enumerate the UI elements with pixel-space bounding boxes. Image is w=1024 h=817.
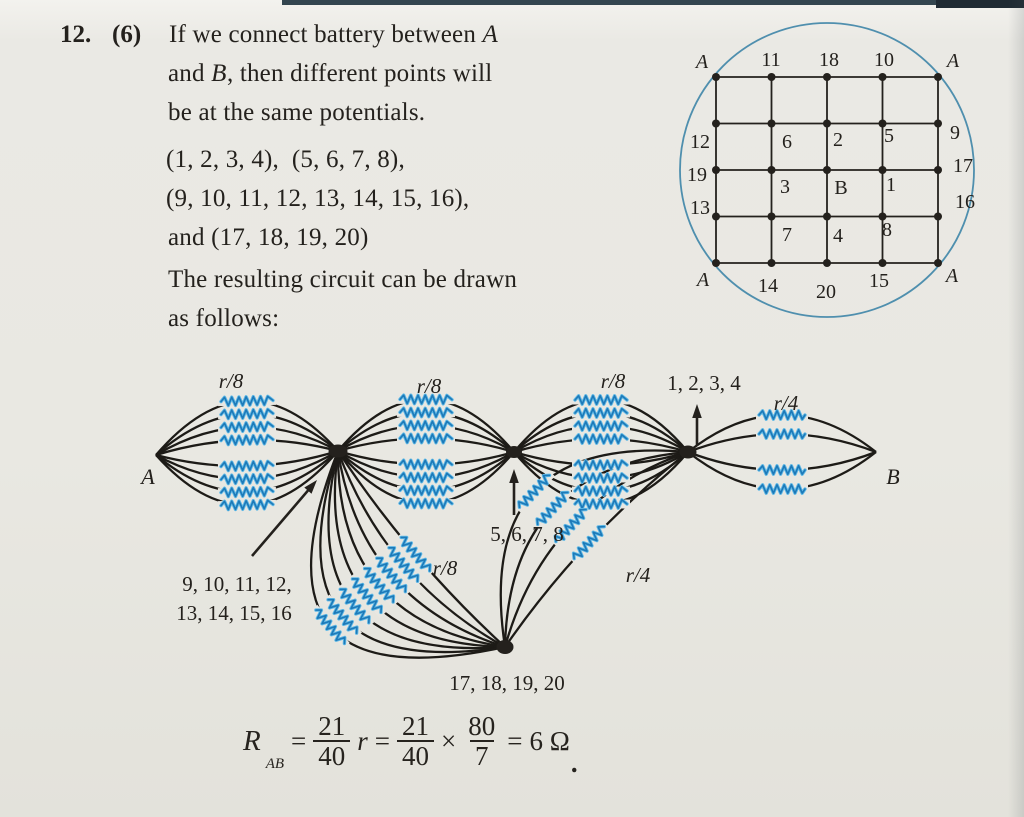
grid-node-dot <box>712 120 720 128</box>
arrow-head <box>509 469 519 483</box>
resistance-label-r8: r/8 <box>600 369 626 393</box>
grid-node-dot <box>823 120 831 128</box>
junction-dot <box>506 446 522 458</box>
grid-node-dot <box>934 166 942 174</box>
formula-result: 6 Ω <box>529 725 570 756</box>
problem-line-4: (1, 2, 3, 4), (5, 6, 7, 8), <box>166 146 405 173</box>
resistance-label-r4: r/4 <box>773 391 799 415</box>
grid-node-dot <box>823 259 831 267</box>
junction-label-1234: 1, 2, 3, 4 <box>667 371 741 395</box>
resistance-label-r4: r/4 <box>625 563 651 587</box>
grid-node-label: 5 <box>884 125 894 147</box>
grid-corner-label: A <box>945 265 959 287</box>
sentence-period: . <box>570 747 578 778</box>
grid-node-label: 4 <box>833 225 843 247</box>
grid-node-dot <box>934 73 942 81</box>
grid-node-dot <box>768 120 776 128</box>
arrow-head <box>692 404 702 418</box>
equals-sign: = <box>374 725 391 756</box>
grid-corner-label: A <box>696 269 710 291</box>
resistance-label-r8: r/8 <box>432 556 458 580</box>
grid-node-dot <box>768 259 776 267</box>
grid-node-label: 1 <box>886 174 896 196</box>
resistance-label-r8: r/8 <box>218 369 244 393</box>
line2-post: , then different points will <box>226 60 493 87</box>
problem-number: 12. <box>60 21 92 48</box>
grid-node-label: 18 <box>819 49 839 71</box>
grid-node-label: 12 <box>690 131 710 153</box>
equals-sign: = <box>291 725 307 756</box>
fraction-21-40: $\frac{21}{40}$ <box>313 712 350 771</box>
grid-node-label: 10 <box>874 49 894 71</box>
grid-node-dot <box>768 73 776 81</box>
junction-label-9-16: 9, 10, 11, 12, <box>182 572 292 596</box>
grid-corner-label: A <box>695 51 709 73</box>
resistance-symbol: R <box>243 724 261 757</box>
grid-node-dot <box>823 166 831 174</box>
terminal-b-label: B <box>886 464 900 489</box>
resistance-subscript: AB <box>265 755 285 772</box>
grid-node-dot <box>879 259 887 267</box>
grid-node-label: 11 <box>761 49 781 71</box>
grid-node-dot <box>712 259 720 267</box>
problem-part-label: (6) <box>112 21 142 48</box>
problem-line-3: be at the same potentials. <box>168 99 426 126</box>
resistance-variable: r <box>357 725 368 756</box>
grid-node-label: 2 <box>833 129 843 151</box>
grid-node-label-B: B <box>834 177 848 199</box>
fraction-21-40: $\frac{21}{40}$ <box>397 712 434 771</box>
junction-label-9-16: 13, 14, 15, 16 <box>176 601 292 625</box>
grid-node-dot <box>712 73 720 81</box>
grid-node-label: 8 <box>882 219 892 241</box>
grid-node-label: 3 <box>780 176 790 198</box>
junction-label-5678: 5, 6, 7, 8 <box>490 522 564 546</box>
junction-dot <box>329 445 348 458</box>
grid-node-label: 9 <box>950 122 960 144</box>
grid-node-dot <box>879 166 887 174</box>
grid-node-dot <box>712 166 720 174</box>
multiply-sign: × <box>441 725 457 756</box>
grid-node-dot <box>768 213 776 221</box>
junction-label-17-20: 17, 18, 19, 20 <box>449 671 565 695</box>
grid-node-label: 13 <box>690 197 710 219</box>
grid-node-label: 19 <box>687 164 707 186</box>
line1-text: If we connect battery between <box>169 21 483 48</box>
problem-line-6: and (17, 18, 19, 20) <box>168 224 369 251</box>
grid-node-label: 14 <box>758 275 778 297</box>
grid-node-dot <box>934 259 942 267</box>
fraction-80-7: $\frac{80}{7}$ <box>468 711 496 772</box>
terminal-a-var: A <box>482 21 499 48</box>
junction-dot <box>497 640 514 654</box>
grid-node-dot <box>879 73 887 81</box>
grid-node-label: 20 <box>816 281 836 303</box>
grid-node-dot <box>934 213 942 221</box>
grid-node-label: 17 <box>953 155 973 177</box>
terminal-b-var: B <box>211 60 227 87</box>
problem-line-5: (9, 10, 11, 12, 13, 14, 15, 16), <box>166 185 470 212</box>
grid-node-label: 15 <box>869 270 889 292</box>
resistance-label-r8: r/8 <box>416 374 442 398</box>
problem-line-8: as follows: <box>168 305 280 332</box>
line2-pre: and <box>168 60 212 87</box>
equals-sign: = <box>507 725 523 756</box>
grid-node-dot <box>768 166 776 174</box>
grid-node-dot <box>823 213 831 221</box>
grid-node-dot <box>712 213 720 221</box>
grid-node-dot <box>823 73 831 81</box>
grid-node-label: 16 <box>955 191 975 213</box>
terminal-a-label: A <box>141 464 155 489</box>
grid-node-dot <box>934 120 942 128</box>
result-formula <box>243 711 578 778</box>
grid-figure-labels <box>687 49 975 303</box>
problem-line-7: The resulting circuit can be drawn <box>168 266 518 293</box>
grid-node-label: 6 <box>782 131 792 153</box>
junction-dot <box>680 446 697 459</box>
grid-node-label: 7 <box>782 224 792 246</box>
grid-corner-label: A <box>946 50 960 72</box>
